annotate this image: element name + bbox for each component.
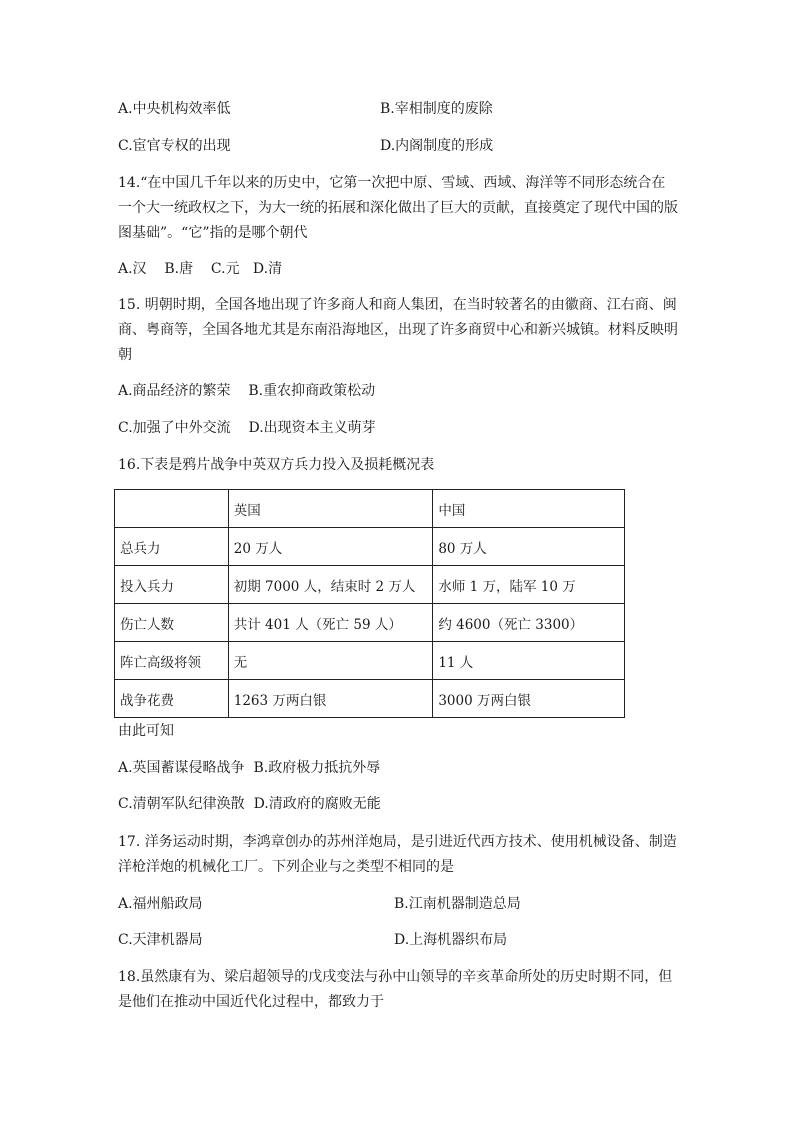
table-cell: 20 万人 [228,528,433,566]
table-row [115,566,625,604]
table-cell: 总兵力 [115,528,229,566]
table-row [115,642,625,680]
q13-option-b: B.宰相制度的废除 [380,101,493,117]
table-cell: 战争花费 [115,680,229,718]
q16-stem: 16.下表是鸦片战争中英双方兵力投入及损耗概况表 [118,457,435,473]
table-cell: 80 万人 [433,528,625,566]
table-cell: 无 [228,642,433,680]
q15-options-row-1: A.商品经济的繁荣 B.重农抑商政策松动 [118,383,376,399]
q14-stem-line-3: 图基础”。“它”指的是哪个朝代 [118,225,308,241]
q17-option-a: A.福州船政局 [118,896,203,912]
table-header-cell [115,490,229,528]
q13-option-d: D.内阁制度的形成 [380,138,494,154]
table-cell: 3000 万两白银 [433,680,625,718]
q14-stem-line-2: 一个大一统政权之下，为大一统的拓展和深化做出了巨大的贡献，直接奠定了现代中国的版 [118,200,678,216]
q16-options-row-1: A.英国蓄谋侵略战争 B.政府极力抵抗外辱 [118,760,381,776]
q15-stem-line-3: 朝 [118,347,132,363]
q17-option-c: C.天津机器局 [118,932,203,948]
q18-stem-line-2: 是他们在推动中国近代化过程中，都致力于 [118,994,384,1010]
q17-stem-line-1: 17. 洋务运动时期，李鸿章创办的苏州洋炮局，是引进近代西方技术、使用机械设备、制造 [118,834,677,850]
table-cell: 投入兵力 [115,566,229,604]
q14-options: A.汉 B.唐 C.元 D.清 [118,261,283,277]
q16-options-row-2: C.清朝军队纪律涣散 D.清政府的腐败无能 [118,796,381,812]
q15-stem-line-2: 商、粤商等，全国各地尤其是东南沿海地区，出现了许多商贸中心和新兴城镇。材料反映明 [118,322,678,338]
table-header-row [115,490,625,528]
q17-option-b: B.江南机器制造总局 [394,896,521,912]
table-header-cell: 英国 [228,490,433,528]
casualty-table [114,489,625,718]
table-header-cell: 中国 [433,490,625,528]
table-row [115,528,625,566]
q14-stem-line-1: 14.“在中国几千年以来的历史中，它第一次把中原、雪域、西域、海洋等不同形态统合在 [118,175,666,191]
table-cell: 1263 万两白银 [228,680,433,718]
q13-option-c: C.宦官专权的出现 [118,138,231,154]
q18-stem-line-1: 18.虽然康有为、梁启超领导的戊戌变法与孙中山领导的辛亥革命所处的历史时期不同，但 [118,969,673,985]
q17-stem-line-2: 洋枪洋炮的机械化工厂。下列企业与之类型不相同的是 [118,859,454,875]
table-cell: 共计 401 人（死亡 59 人） [228,604,433,642]
table-cell: 初期 7000 人，结束时 2 万人 [228,566,433,604]
table-row [115,604,625,642]
q15-stem-line-1: 15. 明朝时期，全国各地出现了许多商人和商人集团，在当时较著名的由徽商、江右商、闽 [118,297,677,313]
table-cell: 阵亡高级将领 [115,642,229,680]
table-cell: 水师 1 万，陆军 10 万 [433,566,625,604]
q17-option-d: D.上海机器织布局 [394,932,508,948]
q16-conclusion: 由此可知 [118,723,174,739]
q15-options-row-2: C.加强了中外交流 D.出现资本主义萌芽 [118,420,376,436]
table-row [115,680,625,718]
table-cell: 11 人 [433,642,625,680]
table-cell: 约 4600（死亡 3300） [433,604,625,642]
table-cell: 伤亡人数 [115,604,229,642]
q13-option-a: A.中央机构效率低 [118,101,231,117]
